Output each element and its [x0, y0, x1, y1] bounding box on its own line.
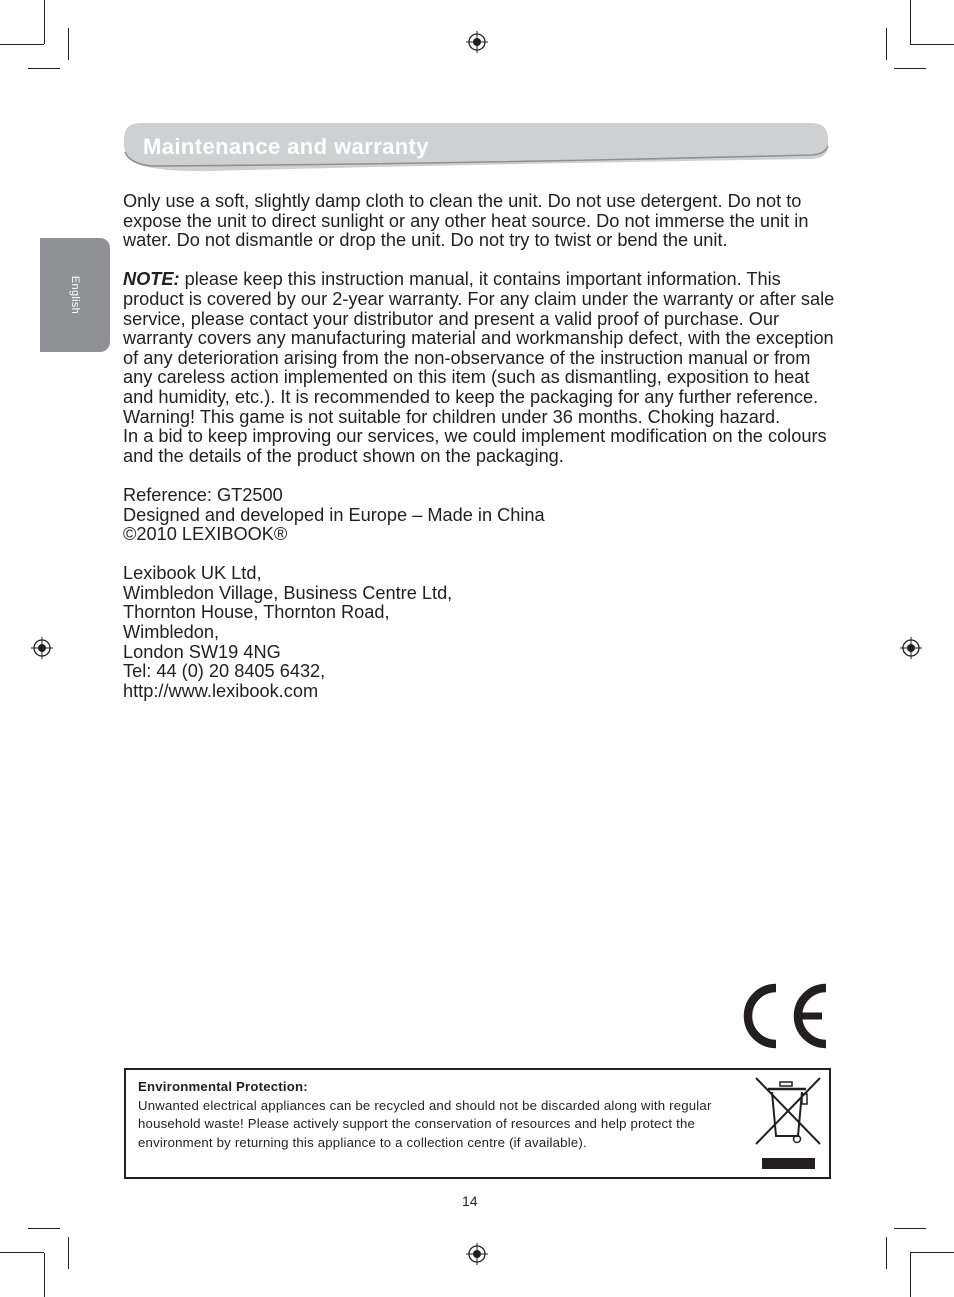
language-tab-label: English: [69, 275, 81, 315]
website-link[interactable]: http://www.lexibook.com: [123, 680, 319, 701]
crop-mark: [910, 0, 911, 44]
warranty-paragraph: [123, 270, 835, 427]
address-line: Lexibook UK Ltd,: [123, 563, 262, 584]
language-tab: [40, 238, 110, 352]
copyright-line: ©2010 LEXIBOOK®: [123, 524, 288, 545]
crop-mark: [28, 68, 60, 69]
designed-line: Designed and developed in Europe – Made in China: [123, 504, 545, 525]
crop-mark: [894, 68, 926, 69]
crop-mark: [886, 28, 887, 60]
crop-mark: [910, 1253, 911, 1297]
page-title: Maintenance and warranty: [143, 134, 429, 159]
crop-mark: [68, 28, 69, 60]
crop-mark: [68, 1237, 69, 1269]
crop-mark: [910, 44, 954, 45]
crop-mark: [0, 44, 44, 45]
improvement-paragraph: In a bid to keep improving our services, we could implement modification on the colours and the details of the product shown on the packaging.: [123, 426, 827, 466]
note-label: NOTE:: [123, 269, 180, 290]
crop-mark: [0, 1252, 44, 1253]
phone-line: Tel: 44 (0) 20 8405 6432,: [123, 661, 326, 682]
reference-line: Reference: GT2500: [123, 484, 283, 505]
registration-mark-icon: [466, 1243, 488, 1265]
crossed-out-wheelie-bin-icon: [754, 1076, 824, 1170]
address-block: [123, 564, 835, 701]
product-info: [123, 486, 835, 545]
crop-mark: [886, 1237, 887, 1269]
main-content: [123, 192, 835, 721]
registration-mark-icon: [31, 637, 53, 659]
environmental-notice: [124, 1068, 831, 1179]
address-line: London SW19 4NG: [123, 641, 281, 662]
address-line: Wimbledon,: [123, 622, 220, 643]
page-number: 14: [462, 1193, 478, 1209]
registration-mark-icon: [900, 637, 922, 659]
section-banner: [122, 122, 830, 174]
crop-mark: [44, 1253, 45, 1297]
address-line: Wimbledon Village, Business Centre Ltd,: [123, 582, 453, 603]
registration-mark-icon: [466, 31, 488, 53]
environmental-heading: Environmental Protection:: [138, 1079, 308, 1094]
maintenance-paragraph: Only use a soft, slightly damp cloth to clean the unit. Do not use detergent. Do not to expose the unit to direct sunlight or any other heat source. Do not immerse the unit in water. Do not dismantle or drop the unit. Do not try to twist or bend the unit.: [123, 191, 809, 251]
crop-mark: [894, 1228, 926, 1229]
crop-mark: [28, 1228, 60, 1229]
ce-mark-icon: [736, 982, 832, 1050]
crop-mark: [44, 0, 45, 44]
note-text: please keep this instruction manual, it contains important information. This product is covered by our 2-year warranty. For any claim under the warranty or after sale service, please contact your distributor and present a valid proof of purchase. Our warranty covers any manufacturing material and workmanship defect, with the exception of any deterioration arising from the non-observance of the instruction manual or from any careless action implemented on this item (such as dismantling, exposition to heat and humidity, etc.). It is recommended to keep the packaging for any further reference. Warning! This game is not suitable for children under 36 months. Choking hazard.: [123, 269, 835, 427]
environmental-text-block: [138, 1078, 750, 1152]
crop-mark: [910, 1252, 954, 1253]
address-line: Thornton House, Thornton Road,: [123, 602, 390, 623]
environmental-text: Unwanted electrical appliances can be recycled and should not be discarded along with regular household waste! Please actively support the conservation of resources and help protect the environment by returning this appliance to a collection centre (if available).: [138, 1097, 712, 1150]
